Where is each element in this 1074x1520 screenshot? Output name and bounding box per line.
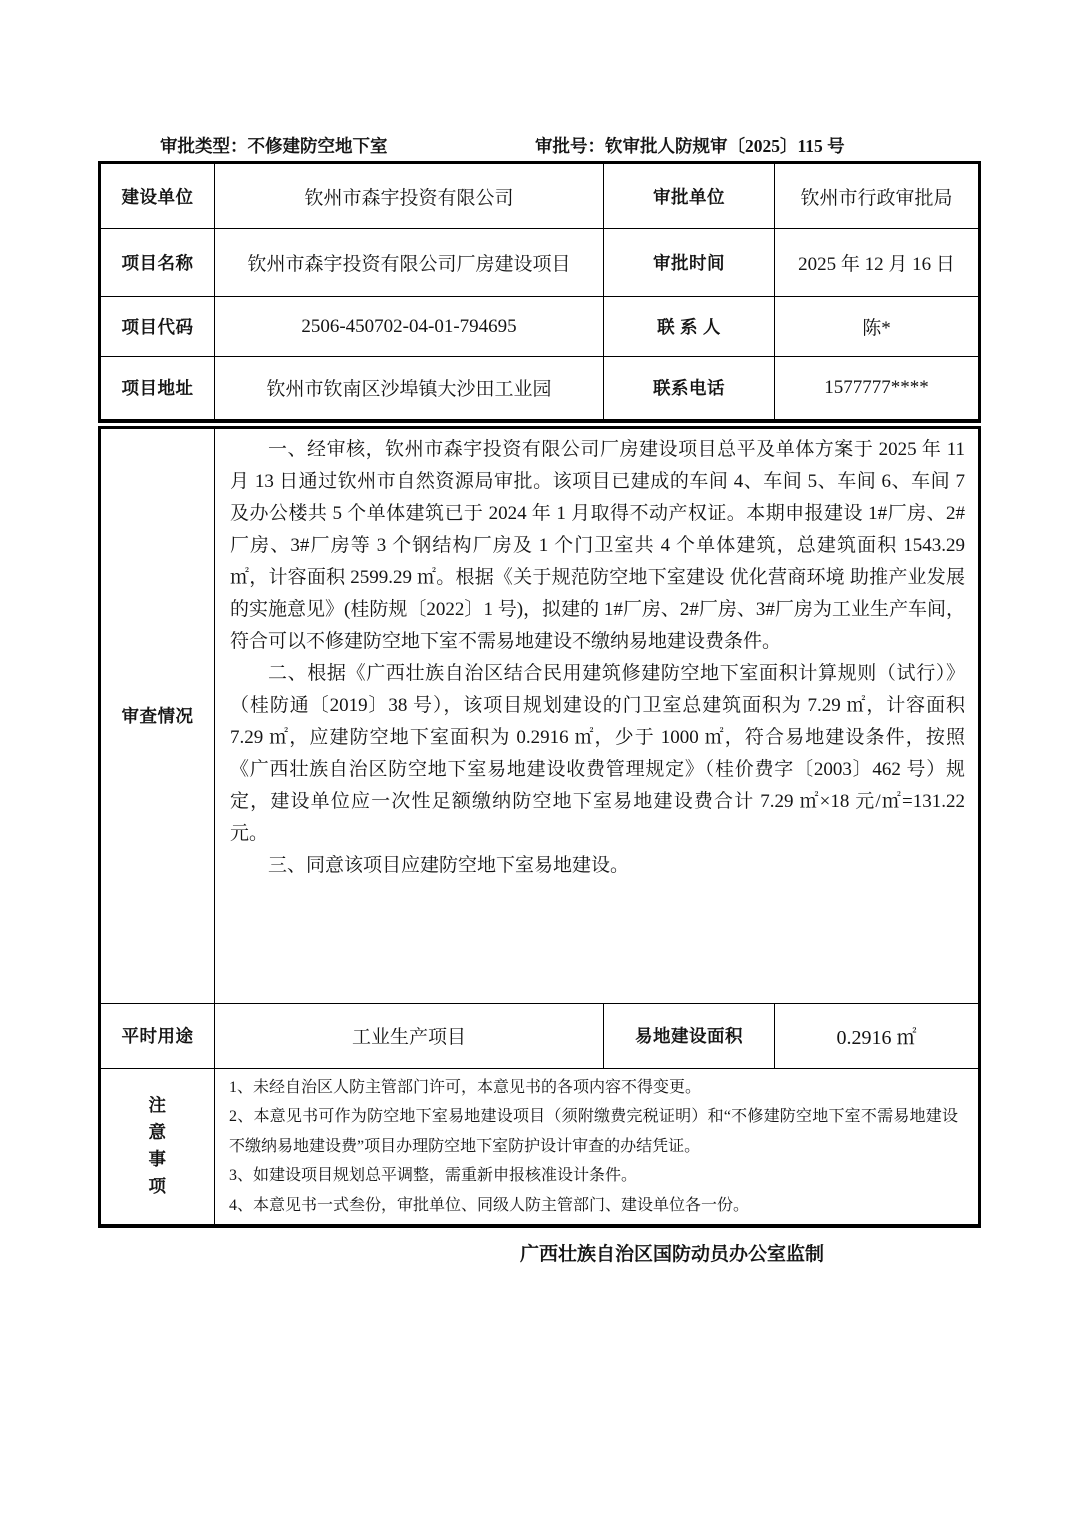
peacetime-use-label: 平时用途 xyxy=(100,1003,215,1068)
notes-row xyxy=(100,1068,980,1226)
review-paragraph-3: 三、同意该项目应建防空地下室易地建设。 xyxy=(268,854,630,876)
issuer-text: 广西壮族自治区国防动员办公室监制 xyxy=(520,1244,825,1265)
offsite-area-value: 0.2916 ㎡ xyxy=(775,1003,980,1068)
contact-phone-value: 1577777**** xyxy=(775,357,980,421)
approval-number-text: 审批号：钦审批人防规审〔2025〕115 号 xyxy=(535,136,845,156)
project-address-value: 钦州市钦南区沙埠镇大沙田工业园 xyxy=(215,357,604,421)
note-item: 2、本意见书可作为防空地下室易地建设项目（须附缴费完税证明）和“不修建防空地下室不需易地建设不缴纳易地建设费”项目办理防空地下室防护设计审查的办结凭证。 xyxy=(229,1108,958,1155)
document-footer xyxy=(98,1239,978,1266)
project-code-value: 2506-450702-04-01-794695 xyxy=(215,297,604,357)
table-row xyxy=(100,229,980,297)
table-row xyxy=(100,357,980,421)
project-name-value: 钦州市森宇投资有限公司厂房建设项目 xyxy=(215,229,604,297)
approval-type-text: 审批类型：不修建防空地下室 xyxy=(160,136,388,156)
table-row xyxy=(100,163,980,229)
notes-label-cell xyxy=(100,1068,215,1226)
table-row xyxy=(100,297,980,357)
approval-unit-value: 钦州市行政审批局 xyxy=(775,163,980,229)
review-content xyxy=(215,427,980,1003)
review-paragraph-1: 一、经审核，钦州市森宇投资有限公司厂房建设项目总平及单体方案于 2025 年 11 月 13 日通过钦州市自然资源局审批。该项目已建成的车间 4、车间 5、车间 6、车间 7 及办公楼共 5 个单体建筑已于 2024 年 1 月取得不动产权证。本期申报建设 1#厂房、2#厂房、3#厂房等 3 个钢结构厂房及 1 个门卫室共 4 个单体建筑，总建筑面积 1543.29 ㎡，计容面积 2599.29 ㎡。根据《关于规范防空地下室建设 优化营商环境 助推产业发展的实施意见》(桂防规〔2022〕1 号)，拟建的 1#厂房、2#厂房、3#厂房为工业生产车间，符合可以不修建防空地下室不需易地建设不缴纳易地建设费条件。 xyxy=(230,438,965,652)
approval-time-label: 审批时间 xyxy=(604,229,775,297)
usage-row xyxy=(100,1003,980,1068)
project-info-table xyxy=(98,161,981,423)
contact-person-label: 联 系 人 xyxy=(604,297,775,357)
project-address-label: 项目地址 xyxy=(100,357,215,421)
project-code-label: 项目代码 xyxy=(100,297,215,357)
review-status-label: 审查情况 xyxy=(100,427,215,1003)
review-table xyxy=(98,426,981,1229)
review-row xyxy=(100,427,980,1003)
note-item: 1、未经自治区人防主管部门许可，本意见书的各项内容不得变更。 xyxy=(229,1078,702,1096)
approval-unit-label: 审批单位 xyxy=(604,163,775,229)
peacetime-use-value: 工业生产项目 xyxy=(215,1003,604,1068)
construction-unit-value: 钦州市森宇投资有限公司 xyxy=(215,163,604,229)
contact-person-value: 陈* xyxy=(775,297,980,357)
offsite-area-label: 易地建设面积 xyxy=(604,1003,775,1068)
approval-time-value: 2025 年 12 月 16 日 xyxy=(775,229,980,297)
notes-content xyxy=(215,1068,980,1226)
document-header xyxy=(98,133,978,161)
note-item: 4、本意见书一式叁份，审批单位、同级人防主管部门、建设单位各一份。 xyxy=(229,1196,750,1214)
contact-phone-label: 联系电话 xyxy=(604,357,775,421)
construction-unit-label: 建设单位 xyxy=(100,163,215,229)
notes-label-vertical: 注意事项 xyxy=(148,1095,167,1197)
project-name-label: 项目名称 xyxy=(100,229,215,297)
note-item: 3、如建设项目规划总平调整，需重新申报核准设计条件。 xyxy=(229,1167,638,1184)
review-paragraph-2: 二、根据《广西壮族自治区结合民用建筑修建防空地下室面积计算规则（试行）》（桂防通〔2019〕38 号），该项目规划建设的门卫室总建筑面积为 7.29 ㎡，计容面积 7.29 ㎡，应建防空地下室面积为 0.2916 ㎡，少于 1000 ㎡，符合易地建设条件，按照《广西壮族自治区防空地下室易地建设收费管理规定》（桂价费字〔2003〕462 号）规定，建设单位应一次性足额缴纳防空地下室易地建设费合计 7.29 ㎡×18 元/㎡=131.22 元。 xyxy=(230,662,965,844)
